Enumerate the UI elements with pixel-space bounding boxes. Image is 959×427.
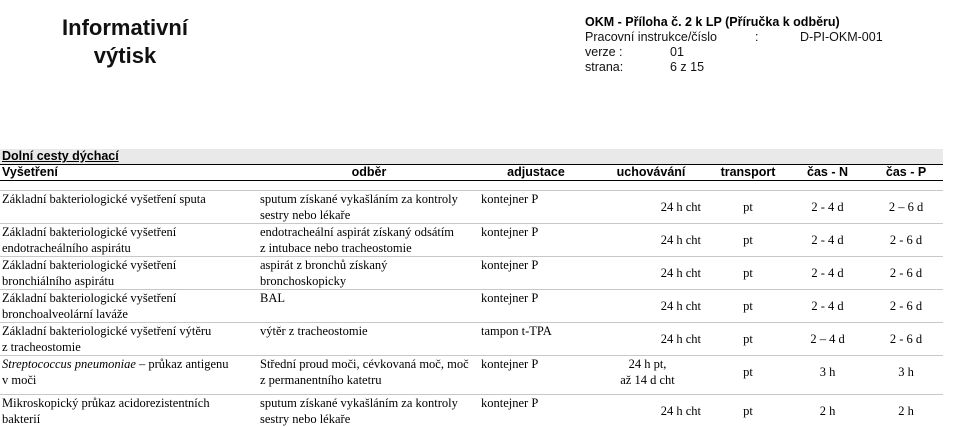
- page-row: [585, 60, 915, 75]
- storage-cell: 24 h cht: [592, 191, 709, 224]
- time-n-cell: 2 - 4 d: [786, 224, 868, 257]
- sample-line-1: Střední proud moči, cévkovaná moč, moč: [260, 356, 478, 372]
- exam-line-1: Základní bakteriologické vyšetření sputa: [2, 191, 257, 207]
- column-header-row: [0, 165, 943, 181]
- col-sample: odběr: [258, 165, 479, 181]
- transport-cell: pt: [709, 290, 786, 323]
- exam-cell: [0, 356, 258, 389]
- adjust-cell: kontejner P: [479, 191, 592, 224]
- sample-cell: [258, 257, 479, 290]
- exam-line-2: bakterií: [2, 411, 257, 427]
- sample-line-1: sputum získané vykašláním za kontroly: [260, 191, 478, 207]
- adjust-cell: kontejner P: [479, 395, 592, 427]
- adjust-cell: kontejner P: [479, 356, 592, 389]
- page-value: 6 z 15: [670, 60, 810, 75]
- version-row: [585, 45, 915, 60]
- exam-cell: [0, 224, 258, 257]
- section-title: Dolní cesty dýchací: [0, 149, 943, 165]
- exam-cell: [0, 191, 258, 224]
- exam-line-2: v moči: [2, 372, 257, 388]
- table-row: [0, 323, 943, 356]
- sample-cell: [258, 290, 479, 323]
- sample-line-2: sestry nebo lékaře: [260, 411, 478, 427]
- time-p-cell: 3 h: [868, 356, 943, 389]
- exam-line-1: Mikroskopický průkaz acidorezistentních: [2, 395, 257, 411]
- exam-line-1-text: – průkaz antigenu: [136, 357, 229, 371]
- sample-line-2: z intubace nebo tracheostomie: [260, 240, 478, 256]
- sample-cell: [258, 191, 479, 224]
- table-row: [0, 290, 943, 323]
- exam-line-1: Základní bakteriologické vyšetření: [2, 224, 257, 240]
- transport-cell: pt: [709, 356, 786, 389]
- sample-line-2: bronchoskopicky: [260, 273, 478, 289]
- instruction-value: D-PI-OKM-001: [800, 30, 883, 45]
- exam-line-1: Základní bakteriologické vyšetření výtěru: [2, 323, 257, 339]
- exam-cell: [0, 257, 258, 290]
- time-n-cell: 2 – 4 d: [786, 323, 868, 356]
- informative-copy-stamp: [20, 14, 230, 70]
- version-value: 01: [670, 45, 810, 60]
- exam-line-2: endotracheálního aspirátu: [2, 240, 257, 256]
- exam-line-1: Základní bakteriologické vyšetření: [2, 290, 257, 306]
- exam-cell: [0, 323, 258, 356]
- table-row: [0, 191, 943, 224]
- document-title: OKM - Příloha č. 2 k LP (Příručka k odběru): [585, 15, 915, 30]
- exam-line-2: bronchiálního aspirátu: [2, 273, 257, 289]
- time-n-cell: 3 h: [786, 356, 868, 389]
- col-adjust: adjustace: [479, 165, 592, 181]
- transport-cell: pt: [709, 395, 786, 427]
- adjust-cell: kontejner P: [479, 290, 592, 323]
- time-p-cell: 2 - 6 d: [868, 290, 943, 323]
- storage-cell: 24 h cht: [592, 395, 709, 427]
- sample-line-1: BAL: [260, 290, 478, 306]
- transport-cell: pt: [709, 191, 786, 224]
- stamp-line-1: Informativní: [20, 14, 230, 42]
- storage-cell: 24 h cht: [592, 224, 709, 257]
- examination-table: [0, 149, 943, 427]
- version-label: verze :: [585, 45, 670, 60]
- spacer-row: [0, 181, 943, 191]
- col-time-n: čas - N: [786, 165, 868, 181]
- storage-line-1: 24 h pt,: [594, 356, 701, 372]
- exam-line-1: Základní bakteriologické vyšetření: [2, 257, 257, 273]
- instruction-separator: :: [755, 30, 800, 45]
- storage-cell: [592, 356, 709, 389]
- transport-cell: pt: [709, 323, 786, 356]
- page-label: strana:: [585, 60, 670, 75]
- sample-cell: [258, 323, 479, 356]
- time-n-cell: 2 - 4 d: [786, 191, 868, 224]
- table-row: [0, 224, 943, 257]
- sample-line-1: sputum získané vykašláním za kontroly: [260, 395, 478, 411]
- storage-cell: 24 h cht: [592, 290, 709, 323]
- time-n-cell: 2 - 4 d: [786, 257, 868, 290]
- sample-cell: [258, 395, 479, 427]
- sample-cell: [258, 356, 479, 389]
- sample-line-1: aspirát z bronchů získaný: [260, 257, 478, 273]
- transport-cell: pt: [709, 257, 786, 290]
- exam-line-1: [2, 356, 257, 372]
- stamp-line-2: výtisk: [20, 42, 230, 70]
- sample-line-2: sestry nebo lékaře: [260, 207, 478, 223]
- adjust-cell: kontejner P: [479, 257, 592, 290]
- storage-cell: 24 h cht: [592, 323, 709, 356]
- col-storage: uchovávání: [592, 165, 709, 181]
- time-p-cell: 2 - 6 d: [868, 224, 943, 257]
- exam-line-2: bronchoalveolární laváže: [2, 306, 257, 322]
- sample-line-1: endotracheální aspirát získaný odsátím: [260, 224, 478, 240]
- col-exam: Vyšetření: [0, 165, 258, 181]
- time-n-cell: 2 h: [786, 395, 868, 427]
- table-row: [0, 395, 943, 427]
- instruction-label: Pracovní instrukce/číslo: [585, 30, 755, 45]
- instruction-row: [585, 30, 915, 45]
- col-transport: transport: [709, 165, 786, 181]
- time-p-cell: 2 h: [868, 395, 943, 427]
- document-header: [585, 15, 915, 75]
- sample-line-1: výtěr z tracheostomie: [260, 323, 478, 339]
- exam-cell: [0, 290, 258, 323]
- storage-line-2: až 14 d cht: [594, 372, 701, 388]
- table-row: [0, 356, 943, 389]
- time-p-cell: 2 - 6 d: [868, 257, 943, 290]
- sample-line-2: z permanentního katetru: [260, 372, 478, 388]
- adjust-cell: tampon t-TPA: [479, 323, 592, 356]
- exam-cell: [0, 395, 258, 427]
- sample-cell: [258, 224, 479, 257]
- exam-line-2: z tracheostomie: [2, 339, 257, 355]
- time-p-cell: 2 – 6 d: [868, 191, 943, 224]
- table-row: [0, 257, 943, 290]
- section-row: [0, 149, 943, 165]
- col-time-p: čas - P: [868, 165, 943, 181]
- transport-cell: pt: [709, 224, 786, 257]
- storage-cell: 24 h cht: [592, 257, 709, 290]
- adjust-cell: kontejner P: [479, 224, 592, 257]
- time-p-cell: 2 - 6 d: [868, 323, 943, 356]
- organism-name: Streptococcus pneumoniae: [2, 357, 136, 371]
- time-n-cell: 2 - 4 d: [786, 290, 868, 323]
